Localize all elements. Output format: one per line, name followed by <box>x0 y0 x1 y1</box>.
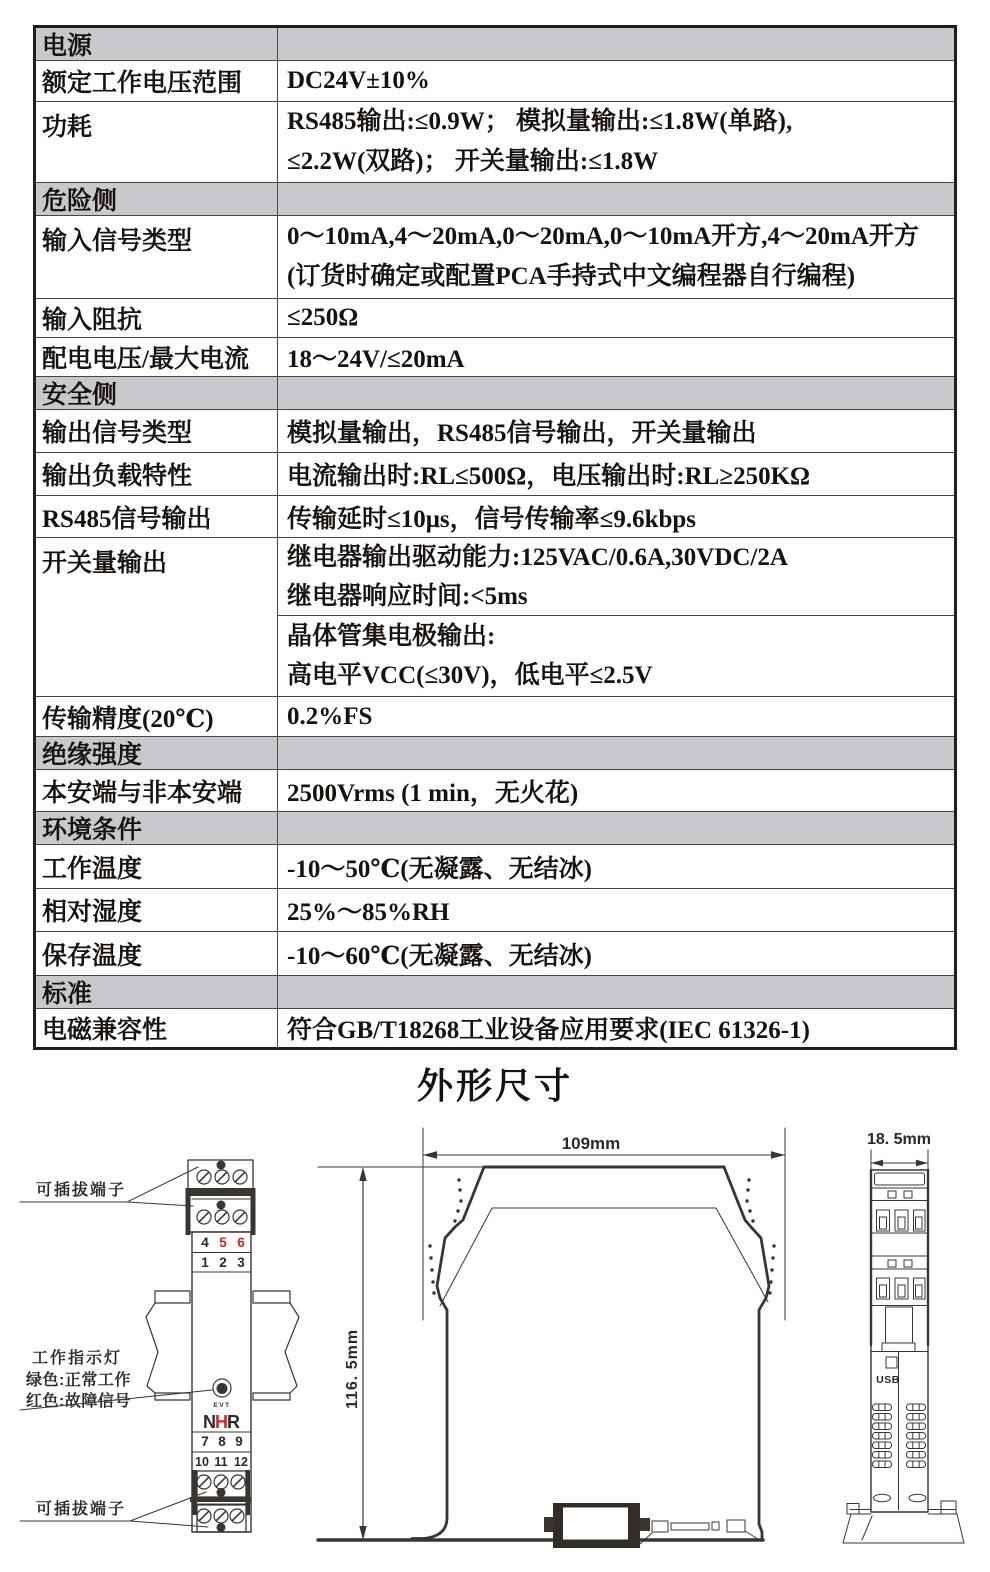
din-clamp <box>544 1503 650 1548</box>
terminal-number: 9 <box>235 1434 243 1449</box>
callout-label: 可插拔端子 <box>36 1182 127 1199</box>
terminal-number: 12 <box>234 1455 248 1469</box>
dimensions-title: 外形尺寸 <box>416 1065 573 1106</box>
spec-value-line: 0～10mA,4～20mA,0～20mA,0～10mA开方,4～20mA开方 <box>287 223 919 250</box>
relay-output-block <box>278 538 954 616</box>
spec-value: -10～60℃(无凝露、无结冰) <box>287 942 592 970</box>
terminal-number: 11 <box>214 1455 228 1469</box>
section-label: 危险侧 <box>36 183 278 215</box>
usb-port <box>876 1357 900 1386</box>
spec-value-line: 高电平VCC(≤30V)，低电平≤2.5V <box>287 662 653 689</box>
pin-dot <box>217 1161 226 1170</box>
spec-label: 传输精度(20℃) <box>36 697 278 736</box>
height-label: 116. 5mm <box>344 1328 361 1409</box>
section-empty-cell <box>278 737 954 769</box>
table-section-row <box>36 182 954 215</box>
spec-value: 18～24V/≤20mA <box>287 346 465 373</box>
table-section-row <box>36 811 954 844</box>
table-row <box>36 537 954 696</box>
callout-label: 可插拔端子 <box>36 1501 127 1518</box>
spec-value: 符合GB/T18268工业设备应用要求(IEC 61326-1) <box>287 1017 810 1044</box>
spec-label: 功耗 <box>36 102 278 182</box>
terminal-number: 7 <box>201 1434 209 1449</box>
terminal-number: 8 <box>218 1434 226 1449</box>
section-empty-cell <box>278 976 954 1008</box>
mount-slot <box>874 1494 891 1502</box>
depth-label: 18. 5mm <box>866 1131 932 1148</box>
terminal-block-top <box>186 1160 256 1235</box>
indicator-title: 工作指示灯 <box>32 1350 123 1367</box>
spec-value-line: 继电器输出驱动能力:125VAC/0.6A,30VDC/2A <box>287 543 788 571</box>
spec-value-group <box>278 538 954 696</box>
ghost-outline-dots <box>428 1178 775 1294</box>
table-row <box>36 60 954 101</box>
pin-dot <box>217 1201 226 1210</box>
pin-dot <box>217 1488 226 1497</box>
section-label: 绝缘强度 <box>36 737 278 769</box>
section-label: 环境条件 <box>36 812 278 844</box>
table-row <box>36 452 954 495</box>
terminal-number: 2 <box>219 1255 227 1270</box>
spec-label: 保存温度 <box>36 932 278 975</box>
transistor-output-block <box>278 616 954 696</box>
table-row <box>36 888 954 931</box>
spec-label: 输出信号类型 <box>36 410 278 452</box>
spec-value: 25%～85%RH <box>287 899 450 926</box>
spec-value: DC24V±10% <box>287 67 430 94</box>
spec-value: 电流输出时:RL≤500Ω，电压输出时:RL≥250KΩ <box>287 463 811 490</box>
profile-inner-edge <box>440 1208 768 1306</box>
terminal-number: 1 <box>201 1255 209 1270</box>
callout-work-indicator <box>20 1348 212 1410</box>
table-row <box>36 844 954 888</box>
spec-table <box>33 25 957 1050</box>
spec-value-line: 晶体管集电极输出: <box>287 623 496 650</box>
table-row <box>36 769 954 811</box>
table-row <box>36 298 954 337</box>
spec-value: 2500Vrms (1 min，无火花) <box>287 779 579 807</box>
side-view-drawing <box>20 1160 299 1532</box>
spec-label: 相对湿度 <box>36 889 278 931</box>
terminal-number: 6 <box>237 1235 245 1250</box>
terminal-number: 4 <box>201 1235 209 1250</box>
spec-value-line: (订货时确定或配置PCA手持式中文编程器自行编程) <box>287 263 856 290</box>
spec-label: 输入信号类型 <box>36 216 278 298</box>
table-section-row <box>36 376 954 409</box>
section-label: 电源 <box>36 28 278 60</box>
front-din-rail <box>843 1501 964 1543</box>
usb-label: USB <box>876 1374 900 1386</box>
table-row <box>36 1008 954 1047</box>
callout-pluggable-terminals-bottom <box>20 1492 208 1527</box>
section-empty-cell <box>278 377 954 409</box>
indicator-red-label: 红色:故障信号 <box>26 1393 131 1410</box>
led-label: EVT <box>213 1402 231 1409</box>
table-row <box>36 931 954 975</box>
spec-label: 输出负载特性 <box>36 453 278 495</box>
table-row <box>36 215 954 298</box>
spec-label: 开关量输出 <box>36 538 278 696</box>
profile-right-edge <box>724 1167 769 1539</box>
table-row <box>36 101 954 182</box>
section-label: 安全侧 <box>36 377 278 409</box>
profile-drawing <box>318 1128 785 1548</box>
callout-pluggable-terminals-top <box>20 1167 198 1206</box>
terminal-number: 10 <box>195 1455 209 1469</box>
table-row <box>36 409 954 452</box>
spec-value <box>278 216 954 298</box>
spec-value: 0.2%FS <box>287 702 373 730</box>
section-empty-cell <box>278 812 954 844</box>
width-label: 109mm <box>561 1134 621 1153</box>
dimensions-drawing <box>0 1110 990 1572</box>
spec-value <box>278 102 954 182</box>
front-view-drawing <box>843 1131 964 1543</box>
spec-value-line: RS485输出:≤0.9W； 模拟量输出:≤1.8W(单路), <box>287 108 793 135</box>
terminal-number: 5 <box>219 1235 227 1250</box>
spec-label: 配电电压/最大电流 <box>36 338 278 376</box>
section-empty-cell <box>278 28 954 60</box>
spec-label: RS485信号输出 <box>36 496 278 537</box>
table-row <box>36 337 954 376</box>
table-row <box>36 696 954 736</box>
section-label: 标准 <box>36 976 278 1008</box>
spec-value: 传输延时≤10μs，信号传输率≤9.6kbps <box>287 505 697 533</box>
table-row <box>36 495 954 537</box>
spec-value: ≤250Ω <box>287 304 359 331</box>
table-section-row <box>36 975 954 1008</box>
spec-value: 模拟量输出，RS485信号输出，开关量输出 <box>287 420 757 447</box>
table-section-row <box>36 736 954 769</box>
depth-dimension <box>867 1131 931 1170</box>
spec-label: 输入阻抗 <box>36 299 278 337</box>
spec-label: 工作温度 <box>36 845 278 888</box>
spec-label: 电磁兼容性 <box>36 1009 278 1047</box>
spec-value-line: 继电器响应时间:<5ms <box>287 582 528 610</box>
brand-logo: NHR <box>203 1412 239 1432</box>
terminal-number: 3 <box>237 1255 245 1270</box>
spec-value: -10～50℃(无凝露、无结冰) <box>287 855 592 883</box>
front-terminal-sections <box>871 1173 928 1352</box>
pin-dot <box>217 1523 226 1532</box>
table-section-row <box>36 28 954 60</box>
spec-label: 本安端与非本安端 <box>36 770 278 811</box>
spec-label: 额定工作电压范围 <box>36 61 278 101</box>
width-dimension <box>423 1128 785 1320</box>
mount-slot <box>909 1494 926 1502</box>
section-empty-cell <box>278 183 954 215</box>
indicator-green-label: 绿色:正常工作 <box>26 1372 131 1389</box>
spec-value-line: ≤2.2W(双路)； 开关量输出:≤1.8W <box>287 148 659 175</box>
